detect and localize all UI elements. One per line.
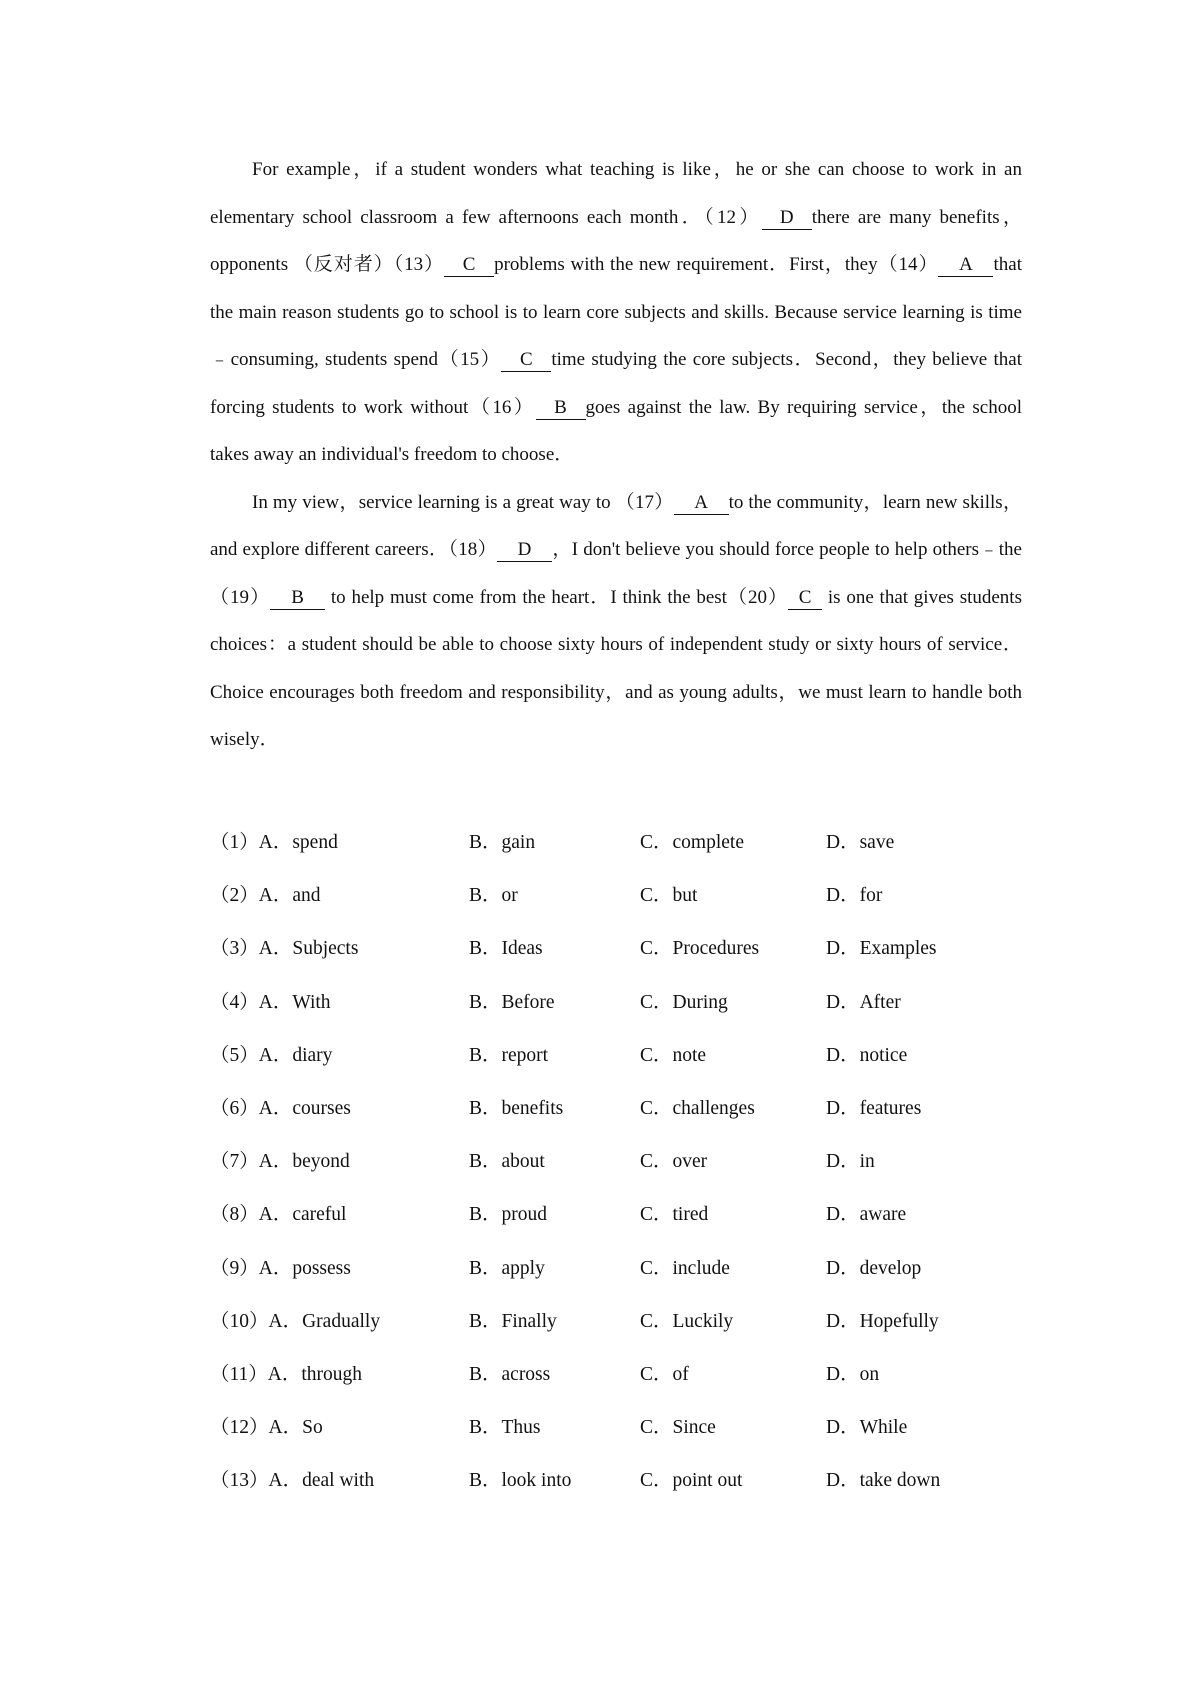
option-a: （2）A．and: [210, 885, 321, 907]
option-b: B．report: [469, 1044, 549, 1066]
option-c: C．point out: [640, 1470, 743, 1492]
option-d: D．take down: [826, 1470, 941, 1492]
option-b: B．apply: [469, 1257, 545, 1279]
option-a: （12）A．So: [210, 1417, 323, 1439]
option-d: D．save: [826, 832, 895, 853]
answer-blank: A: [938, 254, 993, 277]
option-row: [210, 879, 1030, 932]
answer-blank: D: [497, 539, 552, 562]
option-row: [210, 932, 1030, 985]
option-c: C．but: [640, 885, 698, 907]
option-row: [210, 1252, 1030, 1305]
option-b: B．across: [469, 1363, 551, 1385]
option-row: [210, 1145, 1030, 1198]
option-row: [210, 1039, 1030, 1092]
answer-blank: A: [674, 492, 729, 515]
option-b: B．Ideas: [469, 938, 543, 960]
option-a: （1）A．spend: [210, 832, 338, 853]
option-b: B．or: [469, 885, 518, 907]
passage-text: there are many benefits，opponents （反对者）: [210, 206, 1022, 275]
option-a: （6）A．courses: [210, 1097, 351, 1119]
option-c: C．Luckily: [640, 1310, 734, 1332]
blank-number: （15）: [438, 349, 502, 370]
option-d: D．features: [826, 1097, 922, 1119]
option-row: [210, 1358, 1030, 1411]
option-c: C．include: [640, 1257, 730, 1279]
option-b: B．look into: [469, 1470, 572, 1492]
blank-number: （17）: [615, 491, 674, 513]
blank-number: （19）: [210, 586, 271, 608]
option-b: B．Before: [469, 991, 555, 1013]
option-c: C．over: [640, 1151, 708, 1173]
passage-text: to the community，learn new skills，and explore different careers．: [210, 491, 1022, 560]
answer-blank: C: [788, 587, 822, 610]
option-b: B．gain: [469, 832, 536, 853]
option-a: （7）A．beyond: [210, 1151, 350, 1173]
option-a: （9）A．possess: [210, 1257, 351, 1279]
option-a: （8）A．careful: [210, 1204, 347, 1226]
option-a: （10）A．Gradually: [210, 1310, 381, 1332]
option-c: C．note: [640, 1044, 707, 1066]
option-d: D．Examples: [826, 938, 937, 960]
option-c: C．challenges: [640, 1097, 755, 1119]
option-d: D．While: [826, 1417, 908, 1439]
option-row: [210, 1411, 1030, 1464]
option-row: [210, 1198, 1030, 1251]
option-c: C．of: [640, 1363, 689, 1385]
passage-paragraph-2: [210, 479, 1022, 764]
option-d: D．for: [826, 885, 883, 907]
option-c: C．During: [640, 991, 728, 1013]
passage-text: is one that gives students choices：a student should be able to choose sixty hours of independent study or sixty hours of service．Choice encourages both freedom and responsibility，and as young adults，we must learn to handle both wisely．: [210, 586, 1022, 750]
option-b: B．Finally: [469, 1310, 557, 1332]
option-a: （4）A．With: [210, 991, 331, 1013]
option-c: C．Procedures: [640, 938, 760, 960]
answer-blank: D: [762, 207, 812, 230]
answer-blank: C: [444, 254, 494, 277]
option-row: [210, 986, 1030, 1039]
passage-text: In my view，service learning is a great way to: [252, 491, 616, 513]
passage-text: For example，if a student wonders what teaching is like，he or she can choose to work in an elementary school classroom a few afternoons each month．: [210, 159, 1022, 228]
option-a: （11）A．through: [210, 1363, 363, 1385]
blank-number: （18）: [448, 539, 497, 560]
passage-text: problems with the new requirement．First，they: [494, 254, 878, 275]
option-c: C．tired: [640, 1204, 709, 1226]
option-b: B．Thus: [469, 1417, 541, 1439]
blank-number: （14）: [877, 254, 939, 275]
option-row: [210, 826, 1030, 879]
reading-passage: [210, 146, 1022, 764]
option-d: D．develop: [826, 1257, 922, 1279]
option-row: [210, 1464, 1030, 1517]
option-c: C．Since: [640, 1417, 716, 1439]
option-d: D．After: [826, 991, 901, 1013]
option-d: D．aware: [826, 1204, 907, 1226]
option-d: D．in: [826, 1151, 875, 1173]
option-d: D．on: [826, 1363, 880, 1385]
passage-paragraph-1: [210, 146, 1022, 479]
passage-text: time studying the core subjects．Second，they believe that forcing students to work without: [210, 349, 1022, 418]
answer-blank: C: [501, 349, 551, 372]
blank-number: （12）: [704, 206, 762, 228]
option-d: D．Hopefully: [826, 1310, 939, 1332]
option-b: B．benefits: [469, 1097, 564, 1119]
option-b: B．about: [469, 1151, 545, 1173]
passage-text: ，I don't believe you should force people to help others﹣the: [552, 539, 1022, 560]
blank-number: （13）: [393, 254, 445, 275]
option-d: D．notice: [826, 1044, 908, 1066]
passage-text: to help must come from the heart．I think the best: [325, 586, 727, 608]
option-row: [210, 1305, 1030, 1358]
option-c: C．complete: [640, 832, 744, 853]
blank-number: （16）: [468, 396, 536, 418]
answer-blank: B: [270, 587, 325, 610]
option-a: （13）A．deal with: [210, 1470, 375, 1492]
answer-options: [210, 826, 1030, 1517]
option-b: B．proud: [469, 1204, 548, 1226]
blank-number: （20）: [726, 586, 789, 608]
option-a: （3）A．Subjects: [210, 938, 359, 960]
passage-text: goes against the law. By requiring service，the school takes away an individual's freedom to choose．: [210, 396, 1022, 465]
answer-blank: B: [536, 397, 586, 420]
option-row: [210, 1092, 1030, 1145]
option-a: （5）A．diary: [210, 1044, 333, 1066]
passage-text: that the main reason students go to school is to learn core subjects and skills. Because service learning is time﹣consuming, students spend: [210, 254, 1022, 370]
